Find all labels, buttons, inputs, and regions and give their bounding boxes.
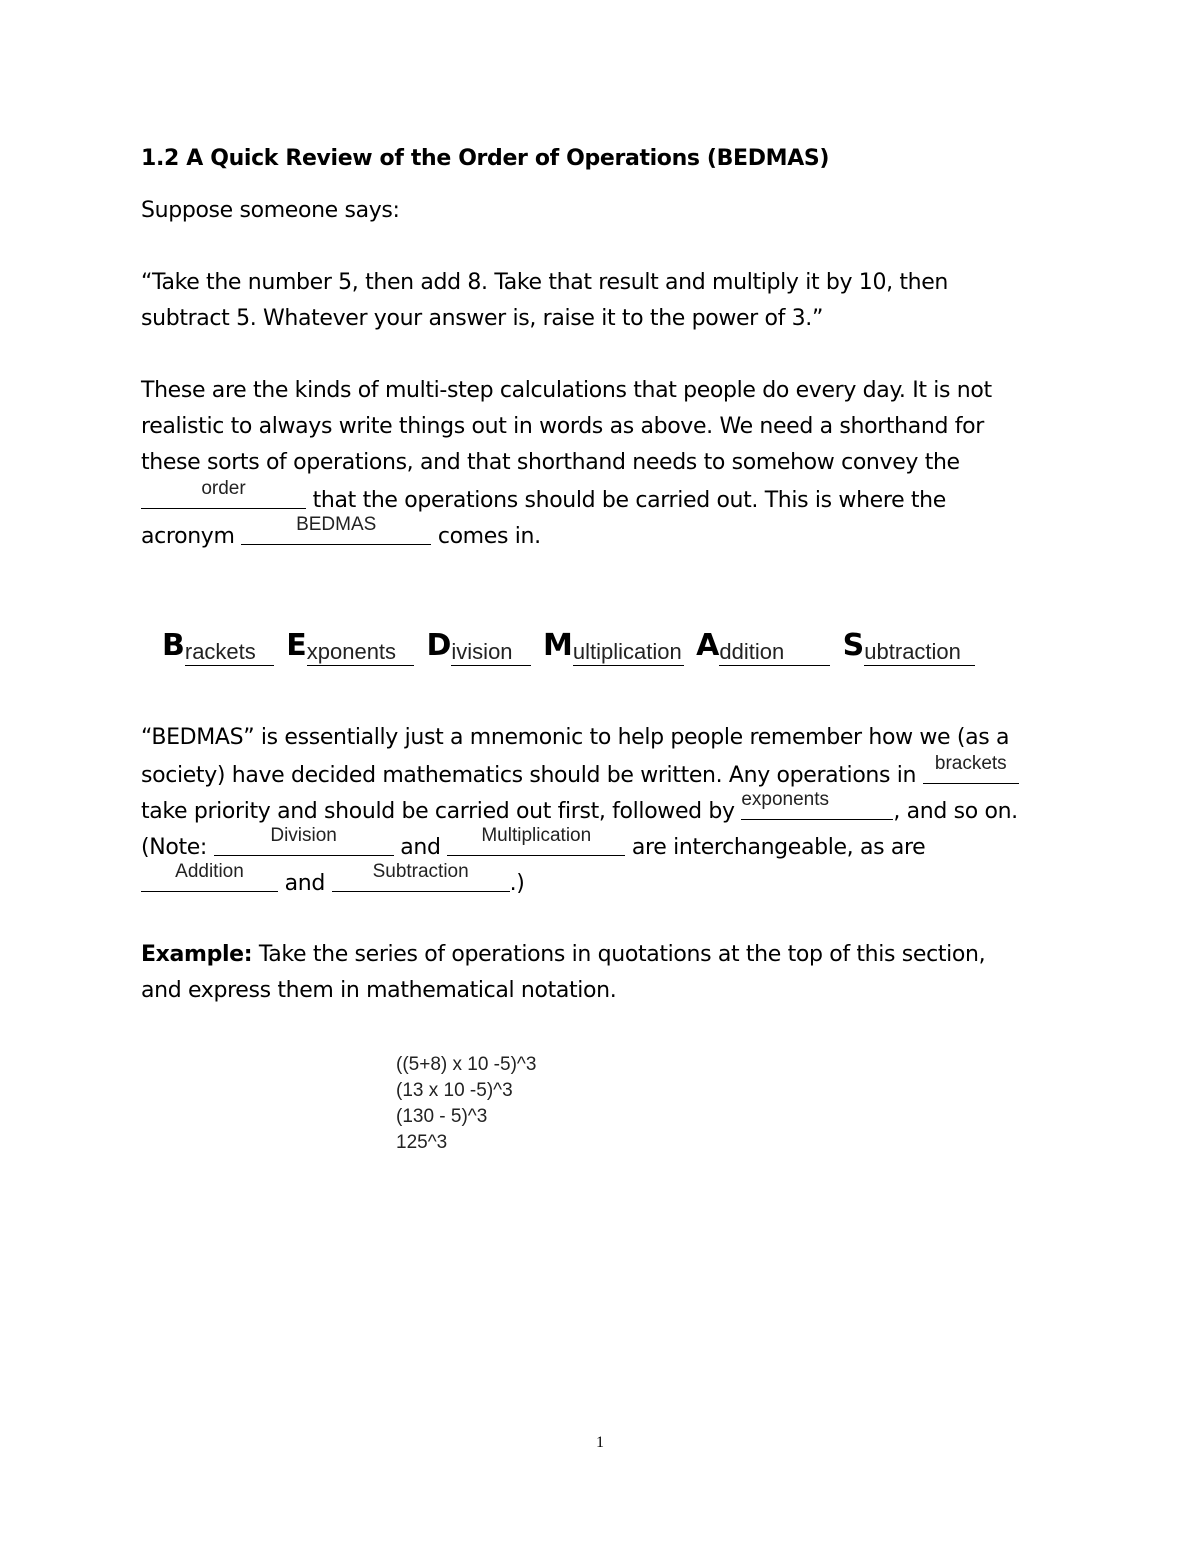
multiplication-answer: Multiplication	[481, 825, 592, 846]
bedmas-letter: S	[842, 628, 865, 663]
example-text: Take the series of operations in quotations at the top of this section,	[252, 942, 986, 967]
multiplication-blank	[447, 825, 625, 856]
bedmas-answer: BEDMAS	[296, 514, 377, 535]
bedmas-letter: B	[162, 628, 185, 663]
bedmas-item-b	[162, 628, 274, 663]
division-answer: Division	[270, 825, 337, 846]
bedmas-word: xponents	[307, 639, 414, 666]
para1-line-4	[141, 478, 946, 513]
bedmas-word: ddition	[719, 639, 830, 666]
bedmas-item-e	[286, 628, 414, 663]
quote-line-2: subtract 5. Whatever your answer is, raise it to the power of 3.”	[141, 306, 823, 331]
para2-line-5	[141, 861, 525, 896]
bedmas-letter: E	[286, 628, 307, 663]
division-blank	[214, 825, 394, 856]
solution-step: 125^3	[396, 1132, 448, 1153]
worked-solution	[396, 1052, 536, 1156]
solution-step: (13 x 10 -5)^3	[396, 1080, 513, 1101]
brackets-answer: brackets	[934, 753, 1007, 774]
and-text: and	[393, 835, 448, 860]
intro-text: Suppose someone says:	[141, 198, 400, 223]
bedmas-item-d	[427, 628, 531, 663]
exponents-answer: exponents	[741, 789, 830, 810]
quote-line-1: “Take the number 5, then add 8. Take that result and multiply it by 10, then	[141, 270, 949, 295]
addition-answer: Addition	[175, 861, 244, 882]
para2-line-2-text: society) have decided mathematics should be written. Any operations in	[141, 763, 923, 788]
para1-line-2: realistic to always write things out in words as above. We need a shorthand for	[141, 414, 984, 439]
bedmas-word: ivision	[451, 639, 530, 666]
para1-line-5-before: acronym	[141, 524, 242, 549]
addition-blank	[141, 861, 278, 892]
solution-step: (130 - 5)^3	[396, 1106, 488, 1127]
para2-line-3	[141, 789, 1018, 824]
page-number: 1	[596, 1434, 604, 1451]
bedmas-blank	[241, 514, 431, 545]
bedmas-acronym-row	[162, 628, 983, 663]
subtraction-blank	[332, 861, 510, 892]
brackets-blank	[923, 753, 1019, 784]
example-label: Example:	[141, 942, 253, 967]
bedmas-word: rackets	[185, 639, 274, 666]
note-label: (Note:	[141, 835, 214, 860]
para1-line-5-after: comes in.	[431, 524, 541, 549]
para1-line-1: These are the kinds of multi-step calculations that people do every day. It is not	[141, 378, 992, 403]
bedmas-word: ubtraction	[864, 639, 975, 666]
order-blank	[141, 478, 306, 509]
para1-line-4-text: that the operations should be carried out. This is where the	[306, 488, 946, 513]
para1-line-5	[141, 514, 541, 549]
solution-step: ((5+8) x 10 -5)^3	[396, 1054, 537, 1075]
para2-line-4	[141, 825, 926, 860]
bedmas-letter: M	[543, 628, 573, 663]
bedmas-item-s	[843, 628, 975, 663]
para2-line-3-text: take priority and should be carried out first, followed by	[141, 799, 742, 824]
para2-line-5-after: .)	[509, 871, 525, 896]
para2-line-3-after: , and so on.	[893, 799, 1018, 824]
and-text: and	[278, 871, 332, 896]
example-line-1	[141, 942, 985, 967]
bedmas-letter: A	[696, 628, 720, 663]
example-line-2: and express them in mathematical notation.	[141, 978, 617, 1003]
para1-line-3: these sorts of operations, and that shorthand needs to somehow convey the	[141, 450, 960, 475]
subtraction-answer: Subtraction	[372, 861, 469, 882]
bedmas-letter: D	[426, 628, 452, 663]
para2-line-2	[141, 753, 1019, 788]
section-heading: 1.2 A Quick Review of the Order of Operations (BEDMAS)	[141, 146, 830, 171]
para2-line-4-after: are interchangeable, as are	[625, 835, 926, 860]
bedmas-word: ultiplication	[572, 639, 682, 664]
exponents-blank	[741, 789, 893, 820]
bedmas-item-m	[543, 628, 684, 663]
order-answer: order	[201, 478, 246, 499]
bedmas-item-a	[696, 628, 830, 663]
para2-line-1: “BEDMAS” is essentially just a mnemonic to help people remember how we (as a	[141, 725, 1010, 750]
